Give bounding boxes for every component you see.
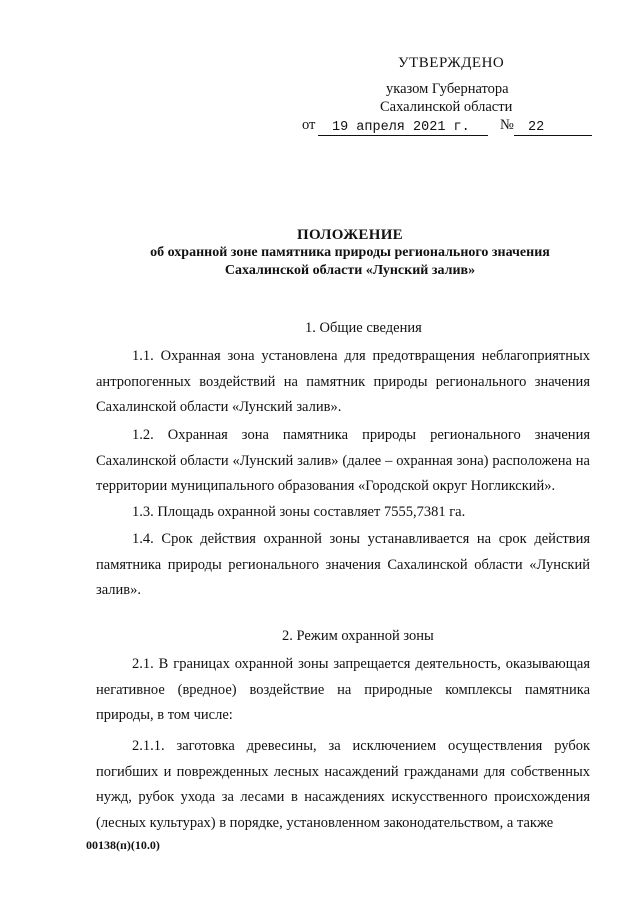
paragraph-2-1: 2.1. В границах охранной зоны запрещается деятельность, оказывающая негативное (вредное) воздействие на природные комплексы памятника природы, в том числе: bbox=[96, 656, 590, 723]
document-title: ПОЛОЖЕНИЕ bbox=[297, 227, 403, 243]
paragraph-1-4: 1.4. Срок действия охранной зоны устанавливается на срок действия памятника природы регионального значения Сахалинской области «Лунский залив». bbox=[96, 531, 590, 598]
date-prefix: от bbox=[302, 117, 316, 133]
paragraph-1-3: 1.3. Площадь охранной зоны составляет 7555,7381 га. bbox=[132, 504, 466, 520]
document-subtitle-2: Сахалинской области «Лунский залив» bbox=[224, 263, 476, 278]
section-2-heading: 2. Режим охранной зоны bbox=[282, 628, 434, 644]
paragraph-2-1-1: 2.1.1. заготовка древесины, за исключением осуществления рубок погибших и поврежденных лесных насаждений гражданами для собственных нужд, рубок ухода за лесами в насаждениях искусственного происхождения (лесных культурах) в порядке, установленном законодательством, а также bbox=[96, 738, 590, 831]
approval-line-2: Сахалинской области bbox=[380, 99, 513, 115]
paragraph-1-2: 1.2. Охранная зона памятника природы регионального значения Сахалинской области «Лунский залив» (далее – охранная зона) расположена на территории муниципального образования «Городской округ Ногликский». bbox=[96, 427, 590, 494]
decree-date-row bbox=[302, 117, 602, 139]
approval-stamp-title: УТВЕРЖДЕНО bbox=[398, 55, 505, 71]
section-1-heading: 1. Общие сведения bbox=[305, 320, 422, 336]
footer-code: 00138(п)(10.0) bbox=[86, 838, 160, 852]
document-subtitle-1: об охранной зоне памятника природы регионального значения bbox=[150, 245, 550, 260]
approval-line-1: указом Губернатора bbox=[386, 81, 509, 97]
decree-number: 22 bbox=[514, 119, 592, 136]
paragraph-1-1: 1.1. Охранная зона установлена для предотвращения неблагоприятных антропогенных воздействий на памятник природы регионального значения Сахалинской области «Лунский залив». bbox=[96, 348, 590, 415]
number-prefix: № bbox=[500, 117, 514, 133]
document-title-block bbox=[0, 226, 634, 280]
decree-date: 19 апреля 2021 г. bbox=[318, 119, 488, 136]
